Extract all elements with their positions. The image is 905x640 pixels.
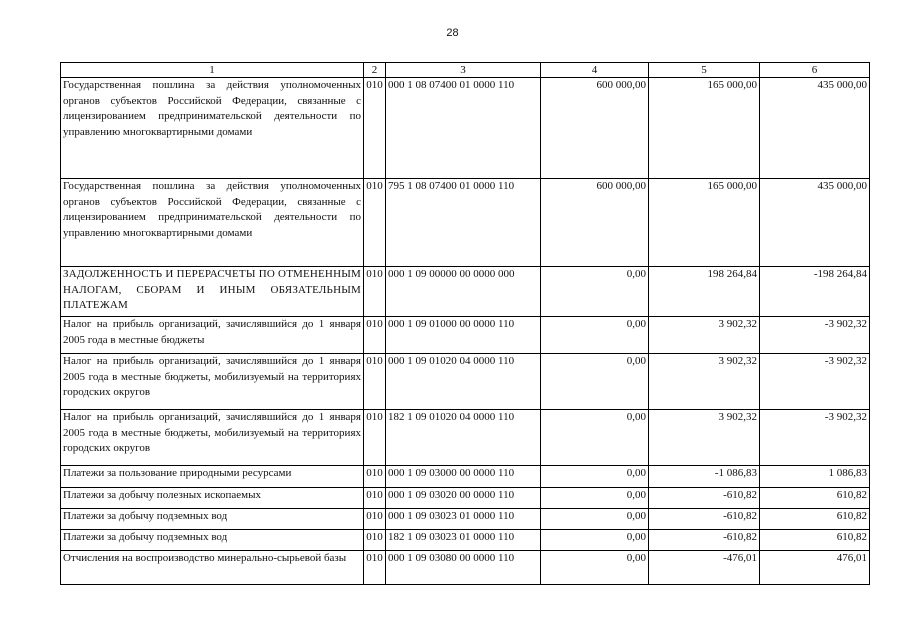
row-budget-code: 000 1 09 01020 04 0000 110 [386,354,541,410]
row-admin-code: 010 [364,509,386,530]
row-col6: 1 086,83 [760,466,870,488]
row-col4: 0,00 [541,530,649,551]
row-name: Платежи за пользование природными ресурсами [61,466,364,488]
row-col4: 0,00 [541,509,649,530]
row-col6: 610,82 [760,509,870,530]
table-row [61,410,870,466]
column-header: 3 [386,63,541,78]
page-number: 28 [446,27,459,39]
row-col5: -610,82 [649,530,760,551]
row-admin-code: 010 [364,354,386,410]
row-col5: -610,82 [649,488,760,509]
row-name: Платежи за добычу полезных ископаемых [61,488,364,509]
column-header: 4 [541,63,649,78]
row-name: Отчисления на воспроизводство минерально-сырьевой базы [61,551,364,585]
row-admin-code: 010 [364,530,386,551]
table-row [61,179,870,267]
row-col5: -476,01 [649,551,760,585]
column-header: 1 [61,63,364,78]
row-admin-code: 010 [364,78,386,179]
row-budget-code: 182 1 09 01020 04 0000 110 [386,410,541,466]
row-col5: 198 264,84 [649,267,760,317]
row-name: Государственная пошлина за действия уполномоченных органов субъектов Российской Федерации, связанные с лицензированием предпринимательской деятельности по управлению многоквартирными домами [61,179,364,267]
row-name: Платежи за добычу подземных вод [61,530,364,551]
row-name: Налог на прибыль организаций, зачислявшийся до 1 января 2005 года в местные бюджеты, мобилизуемый на территориях городских округов [61,354,364,410]
row-col4: 600 000,00 [541,179,649,267]
row-col4: 0,00 [541,551,649,585]
row-col5: 3 902,32 [649,410,760,466]
row-col4: 0,00 [541,410,649,466]
table-row [61,317,870,354]
row-budget-code: 000 1 09 03000 00 0000 110 [386,466,541,488]
row-col6: -3 902,32 [760,410,870,466]
row-col4: 0,00 [541,488,649,509]
table-row [61,78,870,179]
table-row [61,509,870,530]
row-budget-code: 000 1 09 00000 00 0000 000 [386,267,541,317]
table-header-row [61,63,870,78]
row-admin-code: 010 [364,317,386,354]
row-col5: 3 902,32 [649,317,760,354]
row-col6: 435 000,00 [760,179,870,267]
row-name: Платежи за добычу подземных вод [61,509,364,530]
row-col6: 610,82 [760,530,870,551]
row-admin-code: 010 [364,267,386,317]
table-row [61,530,870,551]
row-admin-code: 010 [364,410,386,466]
row-col6: -3 902,32 [760,354,870,410]
row-col6: 476,01 [760,551,870,585]
row-col4: 0,00 [541,317,649,354]
row-budget-code: 000 1 09 03023 01 0000 110 [386,509,541,530]
column-header: 6 [760,63,870,78]
table-row [61,466,870,488]
row-col4: 0,00 [541,267,649,317]
row-col4: 0,00 [541,466,649,488]
row-name: ЗАДОЛЖЕННОСТЬ И ПЕРЕРАСЧЕТЫ ПО ОТМЕНЕННЫМ НАЛОГАМ, СБОРАМ И ИНЫМ ОБЯЗАТЕЛЬНЫМ ПЛАТЕЖАМ [61,267,364,317]
row-budget-code: 795 1 08 07400 01 0000 110 [386,179,541,267]
row-col6: -3 902,32 [760,317,870,354]
row-col6: -198 264,84 [760,267,870,317]
row-admin-code: 010 [364,488,386,509]
row-name: Налог на прибыль организаций, зачислявшийся до 1 января 2005 года в местные бюджеты, мобилизуемый на территориях городских округов [61,410,364,466]
table-row [61,551,870,585]
row-col5: 165 000,00 [649,179,760,267]
row-col5: -610,82 [649,509,760,530]
row-col4: 0,00 [541,354,649,410]
row-budget-code: 000 1 09 01000 00 0000 110 [386,317,541,354]
row-admin-code: 010 [364,551,386,585]
table-row [61,354,870,410]
row-col5: 165 000,00 [649,78,760,179]
table-row [61,488,870,509]
row-col5: -1 086,83 [649,466,760,488]
row-name: Налог на прибыль организаций, зачислявшийся до 1 января 2005 года в местные бюджеты [61,317,364,354]
row-admin-code: 010 [364,179,386,267]
row-budget-code: 000 1 09 03020 00 0000 110 [386,488,541,509]
row-col5: 3 902,32 [649,354,760,410]
column-header: 2 [364,63,386,78]
column-header: 5 [649,63,760,78]
row-name: Государственная пошлина за действия уполномоченных органов субъектов Российской Федерации, связанные с лицензированием предпринимательской деятельности по управлению многоквартирными домами [61,78,364,179]
row-budget-code: 182 1 09 03023 01 0000 110 [386,530,541,551]
row-col4: 600 000,00 [541,78,649,179]
row-budget-code: 000 1 08 07400 01 0000 110 [386,78,541,179]
row-admin-code: 010 [364,466,386,488]
budget-revenue-table [60,62,870,585]
row-col6: 610,82 [760,488,870,509]
row-budget-code: 000 1 09 03080 00 0000 110 [386,551,541,585]
table-row [61,267,870,317]
row-col6: 435 000,00 [760,78,870,179]
